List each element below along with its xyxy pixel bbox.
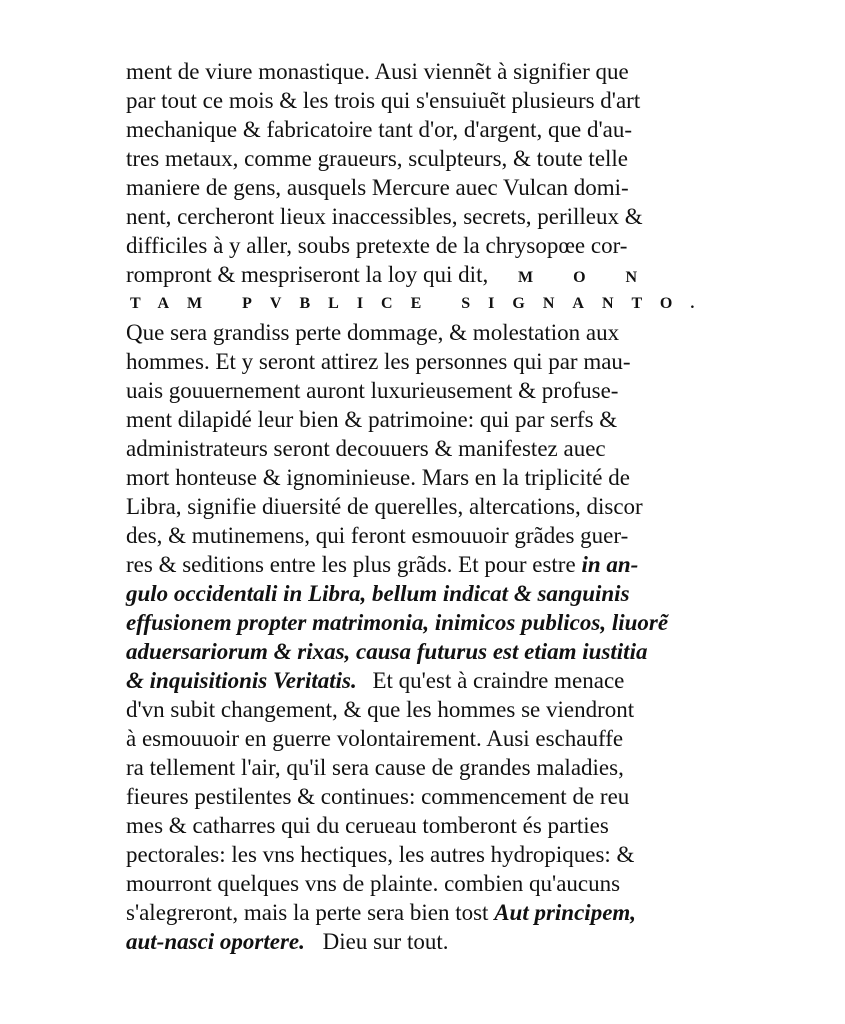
text-line: difficiles à y aller, soubs pretexte de la chrysopœe cor- [126,233,628,258]
text-line: d'vn subit changement, & que les hommes se viendront [126,697,635,722]
text-line [126,261,655,289]
text-line: nent, cercheront lieux inaccessibles, secrets, perilleux & [126,204,643,229]
latin-line: aduersariorum & rixas, causa futurus est etiam iustitia [126,639,648,664]
text-line: uais gouuernement auront luxurieusement & profuse- [126,378,619,403]
caps-fragment: M O N [517,269,656,286]
text-line: Que sera grandiss perte dommage, & molestation aux [126,320,620,345]
text-line: à esmouuoir en guerre volontairement. Ausi eschauffe [126,726,624,751]
italic-fragment: aut-nasci oportere. [126,929,305,954]
text-line [126,667,624,695]
text-line: mechanique & fabricatoire tant d'or, d'argent, que d'au- [126,117,633,142]
text-line: tres metaux, comme graueurs, sculpteurs, & toute telle [126,146,629,171]
caps-line: TAM PVBLICE SIGNANTO. [130,295,713,312]
text-line: ment de viure monastique. Ausi viennẽt à signifier que [126,59,629,84]
text-line [126,899,636,927]
text-line: des, & mutinemens, qui feront esmouuoir grãdes guer- [126,523,629,548]
italic-fragment: & inquisitionis Veritatis. [126,668,357,693]
text-line: ra tellement l'air, qu'il sera cause de grandes maladies, [126,755,624,780]
text-line: ment dilapidé leur bien & patrimoine: qui par serfs & [126,407,618,432]
text-line [126,551,638,579]
text-fragment: res & seditions entre les plus grãds. Et pour estre [126,552,576,577]
text-line: fieures pestilentes & continues: commencement de reu [126,784,630,809]
text-fragment: Et qu'est à craindre menace [372,668,625,693]
text-line: par tout ce mois & les trois qui s'ensuiuẽt plusieurs d'art [126,88,641,113]
text-line: maniere de gens, ausquels Mercure auec Vulcan domi- [126,175,629,200]
text-line: mourront quelques vns de plainte. combien qu'aucuns [126,871,621,896]
italic-fragment: in an- [581,552,639,577]
text-line: Libra, signifie diuersité de querelles, altercations, discor [126,494,643,519]
text-line: hommes. Et y seront attirez les personnes qui par mau- [126,349,631,374]
text-fragment: rompront & mespriseront la loy qui dit, [126,262,489,287]
text-line: pectorales: les vns hectiques, les autres hydropiques: & [126,842,635,867]
text-line: mes & catharres qui du cerueau tomberont és parties [126,813,609,838]
text-line [126,928,449,956]
latin-line: effusionem propter matrimonia, inimicos publicos, liuorẽ [126,610,669,635]
text-fragment: Dieu sur tout. [322,929,449,954]
latin-line: gulo occidentali in Libra, bellum indicat & sanguinis [126,581,630,606]
text-line: administrateurs seront decouuers & manifestez auec [126,436,606,461]
text-line: mort honteuse & ignominieuse. Mars en la triplicité de [126,465,630,490]
italic-fragment: Aut principem, [494,900,637,925]
text-fragment: s'alegreront, mais la perte sera bien tost [126,900,489,925]
